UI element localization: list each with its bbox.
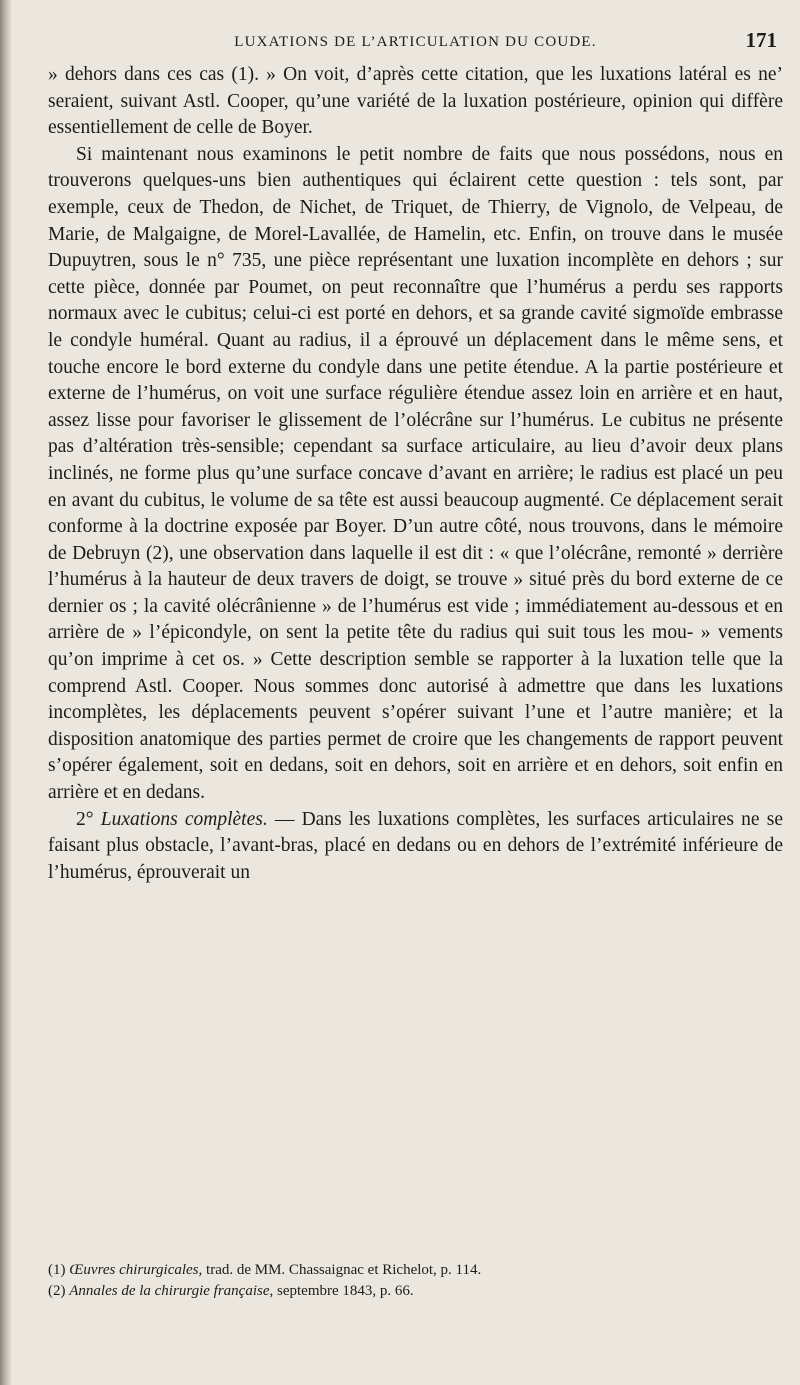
- footnote-title: Annales de la chirurgie française,: [69, 1283, 274, 1299]
- footnote-text: septembre 1843, p. 66.: [273, 1283, 414, 1299]
- section-number: 2°: [76, 808, 94, 830]
- page-body: [48, 62, 783, 886]
- running-title: LUXATIONS DE L’ARTICULATION DU COUDE.: [234, 34, 597, 50]
- footnote-title: Œuvres chirurgicales,: [69, 1262, 203, 1278]
- section-complete-luxations: [48, 807, 783, 887]
- footnotes: [48, 1260, 783, 1302]
- page-edge-shadow: [0, 0, 12, 1385]
- page-number: 171: [745, 28, 777, 52]
- footnote-mark: (2): [48, 1283, 66, 1299]
- footnote-2: [48, 1281, 783, 1301]
- section-text: — Dans les luxations complètes, les surfaces articulaires ne se faisant plus obstacle, l’avant-bras, placé en dedans ou en dehors de l’extrémité inférieure de l’humérus, éprouverait un: [48, 808, 783, 883]
- footnote-1: [48, 1260, 783, 1280]
- footnote-text: trad. de MM. Chassaignac et Richelot, p. 114.: [202, 1262, 482, 1278]
- footnote-mark: (1): [48, 1262, 66, 1278]
- running-head: [48, 28, 783, 62]
- paragraph-main: Si maintenant nous examinons le petit nombre de faits que nous possédons, nous en trouverons quelques-uns bien authentiques qui éclairent cette question : tels sont, par exemple, ceux de Thedon, de Nichet, de Triquet, de Thierry, de Vignolo, de Velpeau, de Marie, de Malgaigne, de Morel-Lavallée, de Hamelin, etc. Enfin, on trouve dans le musée Dupuytren, sous le n° 735, une pièce représentant une luxation incomplète en dehors ; sur cette pièce, donnée par Poumet, on peut reconnaître que l’humérus a perdu ses rapports normaux avec le cubitus; celui-ci est porté en dehors, et sa grande cavité sigmoïde embrasse le condyle huméral. Quant au radius, il a éprouvé un déplacement dans le même sens, et touche encore le bord externe du condyle dans une petite étendue. A la partie postérieure et externe de l’humérus, on voit une surface régulière étendue assez loin en arrière et en haut, assez lisse pour favoriser le glissement de l’olécrâne sur l’humérus. Le cubitus ne présente pas d’altération très-sensible; cependant sa surface articulaire, au lieu d’avoir deux plans inclinés, ne forme plus qu’une surface concave d’avant en arrière; le radius est placé un peu en avant du cubitus, le volume de sa tête est aussi beaucoup augmenté. Ce déplacement serait conforme à la doctrine exposée par Boyer. D’un autre côté, nous trouvons, dans le mémoire de Debruyn (2), une observation dans laquelle il est dit : « que l’olécrâne, remonté » derrière l’humérus à la hauteur de deux travers de doigt, se trouve » situé près du bord externe de ce dernier os ; la cavité olécrânienne » de l’humérus est vide ; immédiatement au-dessous et en arrière de » l’épicondyle, on sent la petite tête du radius qui suit tous les mou- » vements qu’on imprime à cet os. » Cette description semble se rapporter à la luxation telle que la comprend Astl. Cooper. Nous sommes donc autorisé à admettre que dans les luxations incomplètes, les déplacements peuvent s’opérer suivant l’une et l’autre manière; et la disposition anatomique des parties permet de croire que les changements de rapport peuvent s’opérer également, soit en dedans, soit en dehors, soit en arrière et en dehors, soit enfin en arrière et en dedans.: [48, 143, 783, 804]
- paragraph-continuation: » dehors dans ces cas (1). » On voit, d’après cette citation, que les luxations latéral es ne’ seraient, suivant Astl. Cooper, qu’une variété de la luxation postérieure, opinion qui diffère essentiellement de celle de Boyer.: [48, 64, 783, 139]
- section-title: Luxations complètes.: [100, 808, 268, 830]
